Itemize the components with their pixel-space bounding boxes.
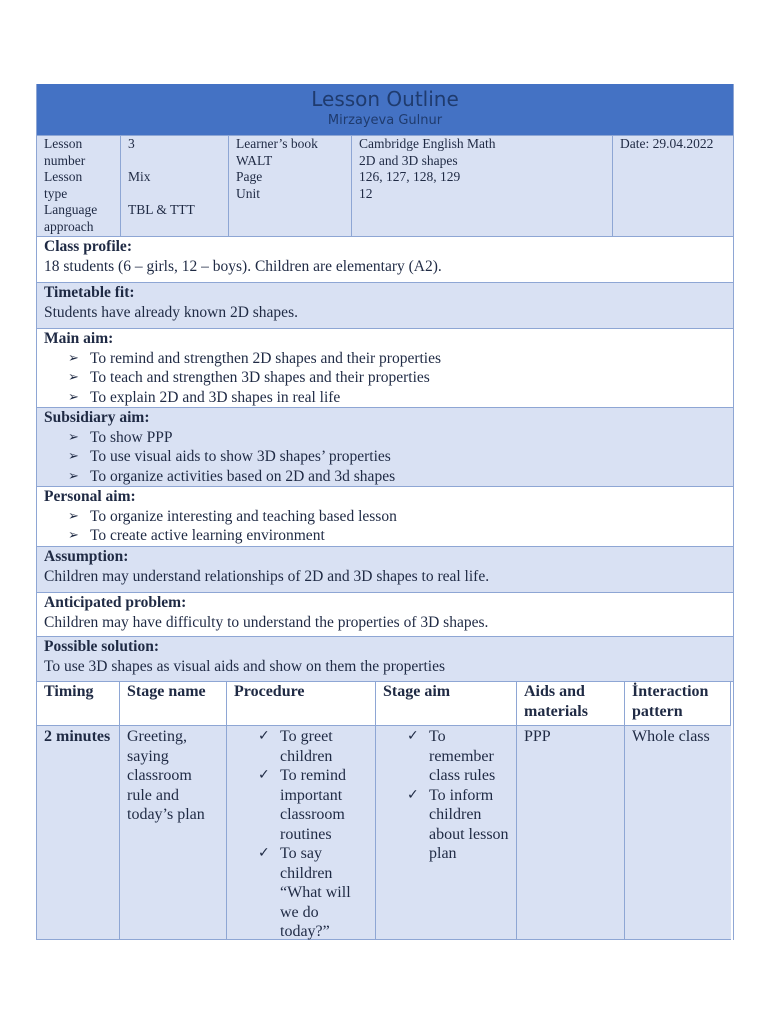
lesson-info-row [37,136,733,237]
info-label: Language [44,202,98,217]
timing-cell: 2 minutes [37,726,120,940]
stage-aim-cell [376,726,517,940]
lesson-outline-table [36,84,734,940]
list-item: ➢ To explain 2D and 3D shapes in real life [68,388,726,408]
possible-solution-text: To use 3D shapes as visual aids and show on them the properties [44,657,445,675]
anticipated-problem-label: Anticipated problem: [44,594,187,611]
unit-label: Unit [236,185,261,201]
assumption-row [37,547,733,593]
walt-label: WALT [236,152,273,168]
lesson-info-labels [37,136,121,236]
list-item: ✓ To remind important classroom routines [234,766,368,844]
list-item: ➢ To show PPP [68,428,726,448]
lesson-title: Lesson Outline [311,87,459,111]
list-item: ➢ To create active learning environment [68,526,726,546]
subsidiary-aim-list [44,428,726,487]
info-label: type [44,185,68,201]
page-label: Page [236,169,263,184]
lesson-header [37,84,733,136]
subsidiary-aim-label: Subsidiary aim: [44,409,150,426]
header-interaction: İnteraction pattern [625,682,731,726]
list-item: ✓ To say children “What will we do today?” [234,844,368,942]
list-item: ➢ To teach and strengthen 3D shapes and their properties [68,368,726,388]
class-profile-label: Class profile: [44,238,132,255]
class-profile-row [37,237,733,283]
assumption-text: Children may understand relationships of 2D and 3D shapes to real life. [44,567,490,585]
procedure-list [234,727,368,942]
header-procedure: Procedure [227,682,376,726]
book-label: Learner’s book [236,136,318,151]
main-aim-row [37,329,733,408]
personal-aim-row [37,487,733,547]
author-name: Mirzayeva Gulnur [327,113,443,128]
header-timing: Timing [37,682,120,726]
stages-table [37,682,733,940]
aids-cell: PPP [517,726,625,940]
personal-aim-list [44,507,726,546]
header-stage-name: Stage name [120,682,227,726]
stage-aim-list [383,727,509,864]
language-approach-value: TBL & TTT [128,202,195,217]
personal-aim-label: Personal aim: [44,488,136,505]
main-aim-label: Main aim: [44,330,114,347]
anticipated-problem-row [37,593,733,637]
info-label: Lesson [44,136,83,151]
procedure-cell [227,726,376,940]
main-aim-list [44,349,726,408]
stage-name-cell: Greeting, saying classroom rule and today’s plan [120,726,227,940]
info-label: Lesson [44,169,83,184]
lesson-type-value: Mix [128,169,151,184]
list-item: ➢ To remind and strengthen 2D shapes and their properties [68,349,726,369]
possible-solution-label: Possible solution: [44,638,159,655]
header-stage-aim: Stage aim [376,682,517,726]
spacer [128,186,221,203]
assumption-label: Assumption: [44,548,129,565]
book-info-values [352,136,613,236]
list-item: ✓ To greet children [234,727,368,766]
page-value: 126, 127, 128, 129 [359,169,461,184]
lesson-date: Date: 29.04.2022 [620,136,714,151]
spacer [128,153,221,170]
lesson-number-value: 3 [128,136,135,151]
list-item: ✓ To remember class rules [383,727,509,786]
info-label: number [44,152,86,168]
timetable-fit-text: Students have already known 2D shapes. [44,303,298,321]
timetable-fit-label: Timetable fit: [44,284,135,301]
info-label: approach [44,218,94,234]
class-profile-text: 18 students (6 – girls, 12 – boys). Children are elementary (A2). [44,257,442,275]
list-item: ➢ To use visual aids to show 3D shapes’ properties [68,447,726,467]
anticipated-problem-text: Children may have difficulty to understand the properties of 3D shapes. [44,613,489,631]
walt-value: 2D and 3D shapes [359,152,458,168]
lesson-info-values [121,136,229,236]
subsidiary-aim-row [37,408,733,487]
timetable-fit-row [37,283,733,329]
header-aids: Aids and materials [517,682,625,726]
book-info-labels [229,136,352,236]
unit-value: 12 [359,185,373,201]
possible-solution-row [37,637,733,682]
book-value: Cambridge English Math [359,136,496,151]
list-item: ➢ To organize activities based on 2D and 3d shapes [68,467,726,487]
interaction-cell: Whole class [625,726,731,940]
list-item: ✓ To inform children about lesson plan [383,786,509,864]
list-item: ➢ To organize interesting and teaching based lesson [68,507,726,527]
